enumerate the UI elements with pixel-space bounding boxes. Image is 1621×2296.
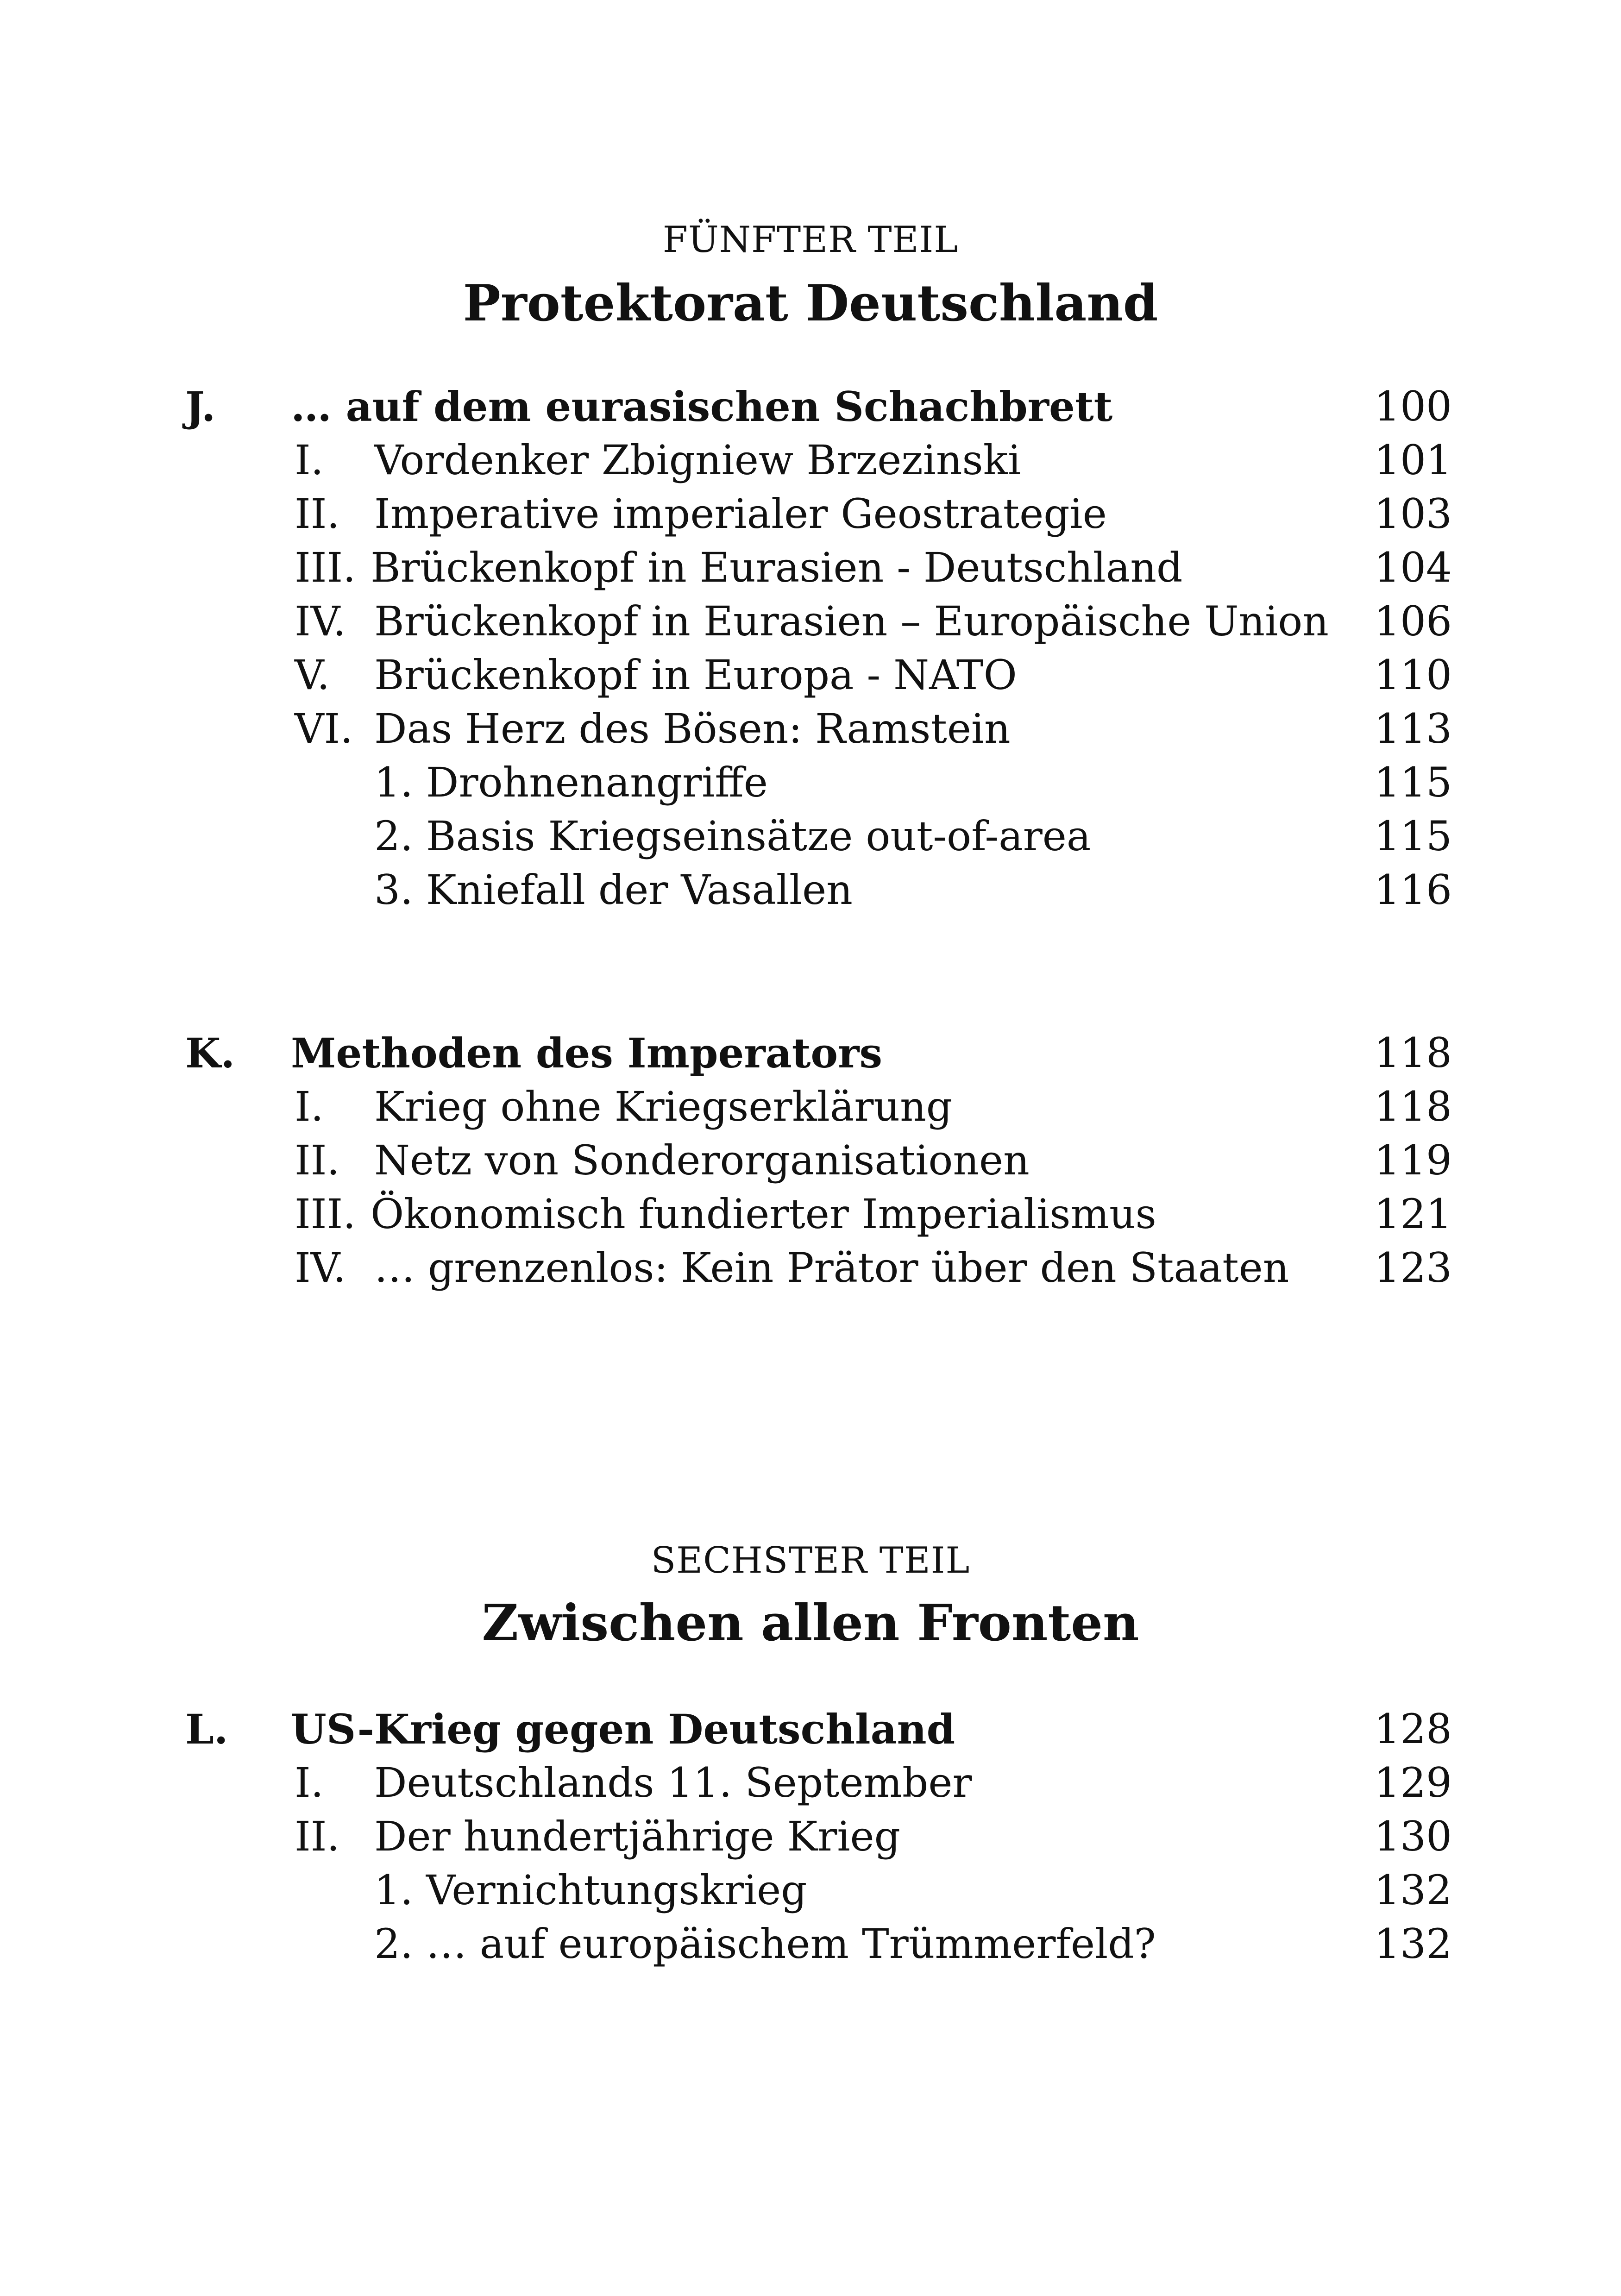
toc-section-row[interactable] — [0, 1080, 1621, 1134]
chapter-title: US-Krieg gegen Deutschland — [291, 1705, 955, 1753]
section-title: Brückenkopf in Eurasien – Europäische Union — [374, 597, 1329, 645]
part-label: SECHSTER TEIL — [651, 1540, 970, 1581]
part-label: FÜNFTER TEIL — [662, 219, 959, 261]
section-numeral: II. — [295, 490, 340, 538]
section-title: Der hundertjährige Krieg — [374, 1813, 900, 1860]
page-number: 132 — [1374, 1866, 1452, 1914]
toc-chapter-row[interactable] — [0, 380, 1621, 433]
page-number: 104 — [1374, 544, 1452, 591]
page-number: 132 — [1374, 1920, 1452, 1968]
toc-section-row[interactable] — [0, 487, 1621, 541]
toc-subsection-row[interactable] — [0, 809, 1621, 863]
page-number: 128 — [1374, 1705, 1452, 1753]
chapter-letter: K. — [185, 1029, 235, 1077]
section-title: Krieg ohne Kriegserklärung — [374, 1083, 953, 1130]
toc-section-row[interactable] — [0, 1756, 1621, 1810]
section-numeral: I. — [295, 436, 324, 484]
page-number: 119 — [1374, 1136, 1452, 1184]
chapter-letter: L. — [185, 1705, 228, 1753]
toc-section-row[interactable] — [0, 648, 1621, 702]
chapter-letter: J. — [185, 383, 216, 431]
toc-section-row[interactable] — [0, 1187, 1621, 1241]
toc-section-row[interactable] — [0, 1810, 1621, 1863]
section-numeral: V. — [295, 651, 330, 699]
section-numeral: II. — [295, 1136, 340, 1184]
page-number: 101 — [1374, 436, 1452, 484]
toc-section-row[interactable] — [0, 433, 1621, 487]
section-numeral: III. — [295, 544, 356, 591]
section-numeral: VI. — [295, 705, 353, 753]
section-numeral: I. — [295, 1759, 324, 1807]
section-title: Brückenkopf in Eurasien - Deutschland — [371, 544, 1183, 591]
toc-subsection-row[interactable] — [0, 1863, 1621, 1917]
section-numeral: IV. — [295, 1244, 346, 1292]
toc-section-row[interactable] — [0, 1241, 1621, 1295]
page-number: 103 — [1374, 490, 1452, 538]
section-title: Netz von Sonderorganisationen — [374, 1136, 1030, 1184]
subsection-title: 3. Kniefall der Vasallen — [374, 866, 853, 914]
page-number: 100 — [1374, 383, 1452, 430]
page-number: 110 — [1374, 651, 1452, 699]
chapter-title: … auf dem eurasischen Schachbrett — [291, 383, 1113, 431]
toc-section-row[interactable] — [0, 702, 1621, 756]
page-number: 115 — [1374, 759, 1452, 806]
section-title: … grenzenlos: Kein Prätor über den Staaten — [374, 1244, 1289, 1292]
toc-subsection-row[interactable] — [0, 1917, 1621, 1971]
chapter-title: Methoden des Imperators — [291, 1029, 882, 1077]
subsection-title: 2. Basis Kriegseinsätze out-of-area — [374, 812, 1091, 860]
toc-chapter-row[interactable] — [0, 1702, 1621, 1756]
page-number: 118 — [1374, 1029, 1452, 1077]
page-number: 115 — [1374, 812, 1452, 860]
section-numeral: I. — [295, 1083, 324, 1130]
section-title: Brückenkopf in Europa - NATO — [374, 651, 1017, 699]
page-number: 106 — [1374, 597, 1452, 645]
part-title: Zwischen allen Fronten — [482, 1594, 1139, 1652]
toc-subsection-row[interactable] — [0, 756, 1621, 809]
page-number: 121 — [1374, 1190, 1452, 1238]
page-number: 116 — [1374, 866, 1452, 914]
toc-section-row[interactable] — [0, 1134, 1621, 1187]
section-title: Imperative imperialer Geostrategie — [374, 490, 1107, 538]
section-title: Deutschlands 11. September — [374, 1759, 972, 1807]
toc-subsection-row[interactable] — [0, 863, 1621, 917]
subsection-title: 2. … auf europäischem Trümmerfeld? — [374, 1920, 1156, 1968]
subsection-title: 1. Drohnenangriffe — [374, 759, 768, 806]
section-title: Vordenker Zbigniew Brzezinski — [374, 436, 1021, 484]
toc-chapter-row[interactable] — [0, 1026, 1621, 1080]
subsection-title: 1. Vernichtungskrieg — [374, 1866, 807, 1914]
toc-section-row[interactable] — [0, 541, 1621, 595]
section-numeral: II. — [295, 1813, 340, 1860]
part-title: Protektorat Deutschland — [463, 274, 1158, 332]
page-number: 123 — [1374, 1244, 1452, 1292]
page-number: 129 — [1374, 1759, 1452, 1807]
section-title: Das Herz des Bösen: Ramstein — [374, 705, 1011, 753]
section-numeral: IV. — [295, 597, 346, 645]
section-numeral: III. — [295, 1190, 356, 1238]
section-title: Ökonomisch fundierter Imperialismus — [371, 1190, 1156, 1238]
page-number: 113 — [1374, 705, 1452, 753]
toc-section-row[interactable] — [0, 595, 1621, 648]
page-number: 118 — [1374, 1083, 1452, 1130]
page-number: 130 — [1374, 1813, 1452, 1860]
